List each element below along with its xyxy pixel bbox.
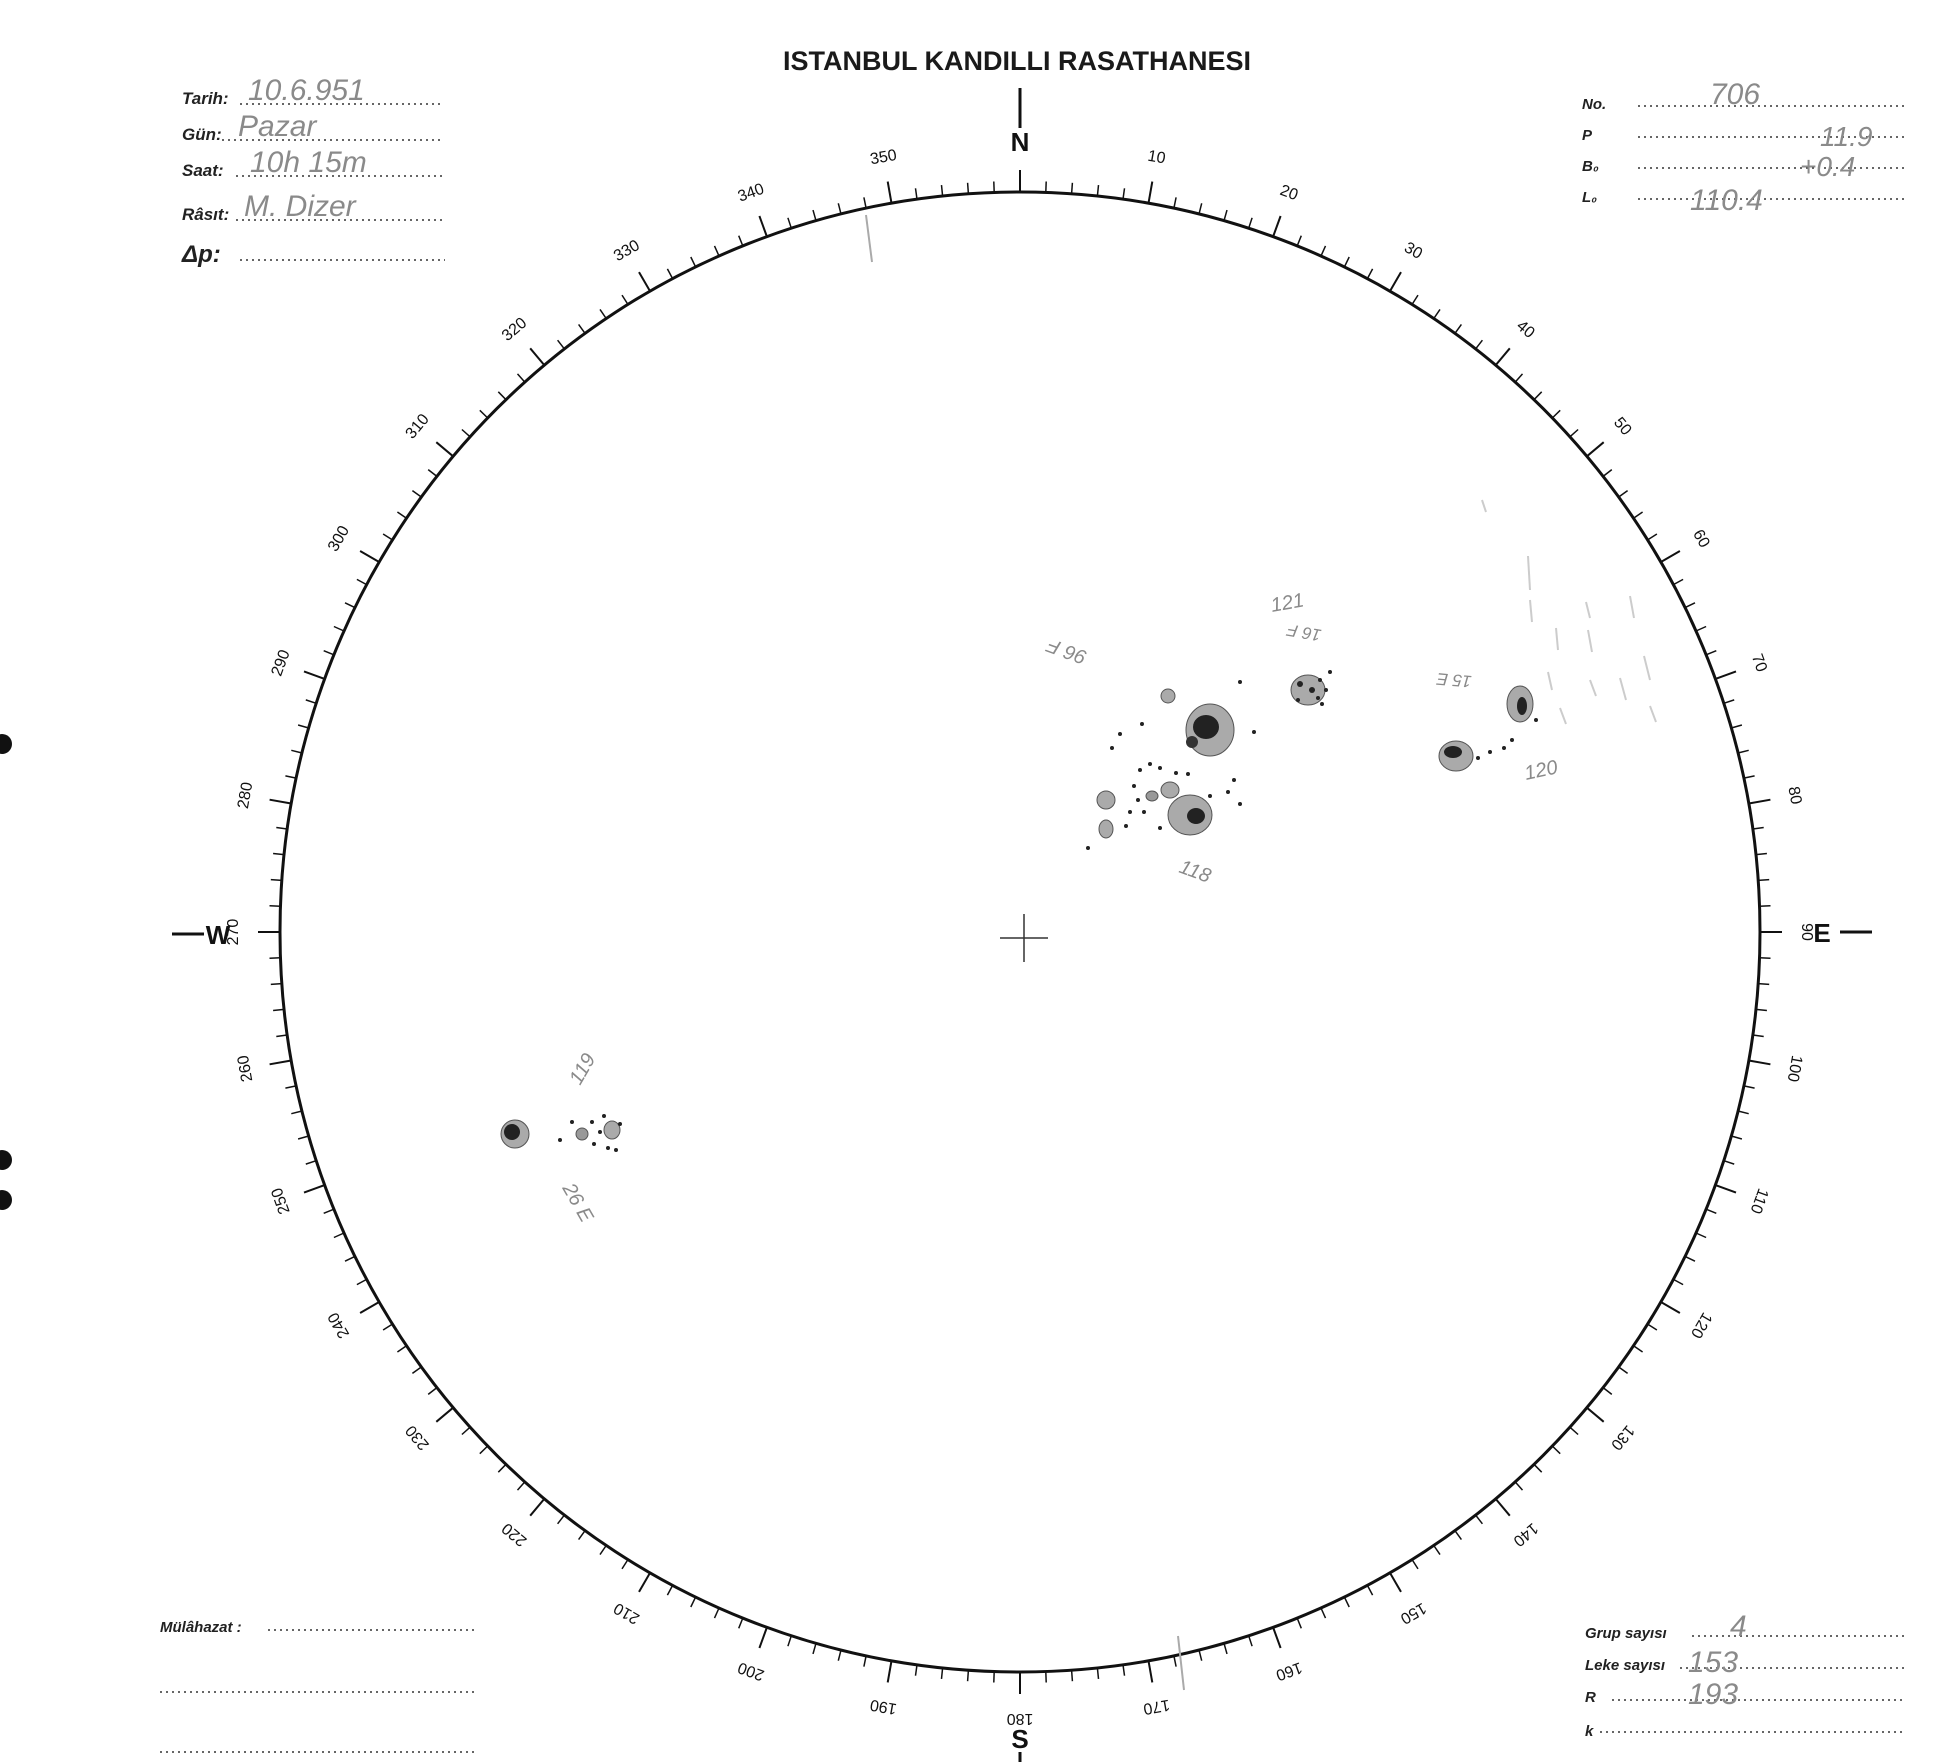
dial-tick xyxy=(1297,1618,1301,1628)
dial-tick xyxy=(1249,1636,1252,1646)
dial-tick xyxy=(622,1560,628,1569)
dial-tick xyxy=(739,236,743,246)
dial-tick xyxy=(1273,1627,1281,1648)
dial-label-210: 210 xyxy=(611,1598,643,1627)
dial-tick xyxy=(1149,1661,1153,1683)
dial-tick xyxy=(788,1636,791,1646)
p-angle-label: P xyxy=(1582,127,1593,144)
dial-label-30: 30 xyxy=(1401,239,1426,263)
sunspot-group-121 xyxy=(1291,670,1332,706)
dial-label-320: 320 xyxy=(498,314,531,345)
pencil-limb-mark-south xyxy=(1178,1636,1184,1690)
dial-tick xyxy=(1749,800,1771,804)
dial-tick xyxy=(1534,392,1542,400)
dial-tick xyxy=(285,1086,296,1088)
b0-value: +0.4 xyxy=(1800,151,1856,182)
dial-tick xyxy=(345,603,355,608)
dial-tick xyxy=(1634,1346,1643,1352)
punch-hole-marks xyxy=(0,734,12,1210)
dial-tick xyxy=(498,1464,506,1472)
dial-tick xyxy=(1552,1446,1560,1454)
dial-tick xyxy=(530,1499,544,1516)
dial-label-160: 160 xyxy=(1273,1658,1305,1684)
dial-tick xyxy=(1476,1515,1483,1524)
dial-tick xyxy=(1758,880,1769,881)
dial-tick xyxy=(942,185,943,196)
dial-tick xyxy=(838,1650,841,1661)
dial-label-40: 40 xyxy=(1513,317,1538,342)
dial-tick xyxy=(1097,185,1098,196)
dial-tick xyxy=(1344,1597,1349,1607)
dial-tick xyxy=(412,1367,421,1373)
dial-tick xyxy=(579,1531,585,1540)
dial-tick xyxy=(276,1035,287,1037)
dial-ticks xyxy=(258,170,1782,1694)
dial-label-50: 50 xyxy=(1610,414,1635,439)
dial-tick xyxy=(383,1324,392,1330)
dial-tick xyxy=(1706,1209,1716,1213)
dial-tick xyxy=(1603,470,1612,477)
group-label-16f: 16 F xyxy=(1285,620,1323,645)
dial-label-150: 150 xyxy=(1397,1598,1429,1627)
dial-tick xyxy=(838,203,841,214)
dial-tick xyxy=(360,551,379,562)
dial-tick xyxy=(1673,579,1683,584)
dial-label-200: 200 xyxy=(735,1658,767,1684)
dial-tick xyxy=(1390,272,1401,291)
r-number-label: R xyxy=(1585,1689,1596,1706)
dial-label-60: 60 xyxy=(1689,526,1713,551)
pencil-limb-mark-north xyxy=(866,215,872,262)
dial-tick xyxy=(759,1627,767,1648)
dial-tick xyxy=(667,269,672,279)
dial-tick xyxy=(298,1136,309,1139)
header-right-fields xyxy=(1582,78,1905,217)
b0-field xyxy=(1582,151,1905,182)
sunspot-group-118 xyxy=(1086,680,1256,850)
b0-label: B₀ xyxy=(1582,158,1599,175)
dial-tick xyxy=(462,430,470,437)
dial-tick xyxy=(360,1302,379,1313)
number-value: 706 xyxy=(1710,78,1761,111)
dial-tick xyxy=(1619,491,1628,497)
dial-circle xyxy=(280,192,1760,1672)
dial-tick xyxy=(1321,246,1326,256)
k-factor-field xyxy=(1585,1723,1905,1740)
dial-tick xyxy=(1744,776,1755,778)
sunspot-group-119 xyxy=(501,1114,622,1152)
dial-label-330: 330 xyxy=(611,237,643,266)
dial-tick xyxy=(324,1209,334,1213)
observer-value: M. Dizer xyxy=(244,190,356,223)
west-label: W xyxy=(205,920,231,950)
dial-tick xyxy=(276,828,287,830)
dial-tick xyxy=(558,340,565,349)
dial-tick xyxy=(1706,651,1716,655)
dial-tick xyxy=(1367,1585,1372,1595)
dial-tick xyxy=(324,651,334,655)
dial-tick xyxy=(813,1643,816,1654)
dial-label-310: 310 xyxy=(402,410,433,443)
spot-count-value: 153 xyxy=(1688,1646,1739,1679)
dial-tick xyxy=(436,442,453,456)
dial-tick xyxy=(1199,1650,1202,1661)
dial-tick xyxy=(291,750,302,753)
dial-tick xyxy=(942,1668,943,1679)
dial-tick xyxy=(1390,1573,1401,1592)
dial-tick xyxy=(273,1009,284,1010)
dial-tick xyxy=(1648,534,1657,540)
dial-tick xyxy=(298,725,309,728)
dial-tick xyxy=(345,1256,355,1261)
dial-tick xyxy=(480,1446,488,1454)
dial-tick xyxy=(397,1346,406,1352)
dial-tick xyxy=(759,216,767,237)
dial-label-220: 220 xyxy=(498,1519,531,1550)
dial-tick xyxy=(667,1585,672,1595)
dial-tick xyxy=(1648,1324,1657,1330)
dial-tick xyxy=(518,374,525,382)
dial-tick xyxy=(1412,1560,1418,1569)
dial-tick xyxy=(1724,1161,1734,1164)
dial-tick xyxy=(639,1573,650,1592)
dial-tick xyxy=(1753,828,1764,830)
dial-tick xyxy=(600,1546,606,1555)
dial-label-120: 120 xyxy=(1686,1309,1715,1341)
dial-tick xyxy=(1273,216,1281,237)
dial-label-80: 80 xyxy=(1784,785,1805,806)
dial-tick xyxy=(462,1427,470,1434)
dial-label-190: 190 xyxy=(868,1695,899,1718)
dial-tick xyxy=(357,1279,367,1284)
dial-tick xyxy=(1587,1408,1604,1422)
l0-label: L₀ xyxy=(1582,189,1598,206)
day-value: Pazar xyxy=(238,110,317,143)
group-count-label: Grup sayısı xyxy=(1585,1625,1667,1642)
dial-tick xyxy=(1570,1427,1578,1434)
dial-tick xyxy=(1476,340,1483,349)
dial-tick xyxy=(428,1388,437,1395)
dial-tick xyxy=(518,1482,525,1490)
dial-tick xyxy=(1603,1388,1612,1395)
dial-tick xyxy=(1731,1136,1742,1139)
dial-tick xyxy=(1097,1668,1098,1679)
dial-tick xyxy=(691,1597,696,1607)
group-label-118: 118 xyxy=(1176,856,1214,888)
date-value: 10.6.951 xyxy=(248,74,365,107)
r-number-value: 193 xyxy=(1688,1678,1739,1711)
dial-tick xyxy=(1367,269,1372,279)
delta-p-label: Δp: xyxy=(182,241,221,268)
dial-tick xyxy=(691,257,696,267)
dial-tick xyxy=(1297,236,1301,246)
number-field xyxy=(1582,78,1905,113)
remarks-field xyxy=(160,1619,478,1752)
compass-markers xyxy=(172,88,1872,1762)
dial-tick xyxy=(813,210,816,221)
south-label: S xyxy=(1011,1724,1029,1754)
dial-tick xyxy=(1455,324,1461,333)
footer-right-fields xyxy=(1585,1610,1905,1740)
dial-tick xyxy=(1455,1531,1461,1540)
dial-tick xyxy=(304,671,325,679)
group-count-field xyxy=(1585,1610,1905,1643)
dial-tick xyxy=(291,1111,302,1114)
dial-label-300: 300 xyxy=(325,523,354,555)
dial-tick xyxy=(1696,1233,1706,1238)
time-field xyxy=(182,146,442,180)
dial-tick xyxy=(715,246,720,256)
dial-tick xyxy=(1715,1185,1736,1193)
dial-label-260: 260 xyxy=(234,1053,257,1084)
dial-tick xyxy=(306,1161,316,1164)
dial-label-180: 180 xyxy=(1006,1709,1034,1727)
dial-tick xyxy=(1515,374,1522,382)
dial-tick xyxy=(1434,1546,1440,1555)
dial-tick xyxy=(1570,430,1578,437)
dial-label-270: 270 xyxy=(225,918,243,946)
dial-tick xyxy=(436,1408,453,1422)
dial-tick xyxy=(788,218,791,228)
p-angle-field xyxy=(1582,121,1905,152)
remarks-label: Mülâhazat : xyxy=(160,1619,242,1636)
dial-tick xyxy=(1685,1256,1695,1261)
dial-label-140: 140 xyxy=(1509,1519,1542,1550)
dial-tick xyxy=(412,491,421,497)
dial-tick xyxy=(1731,725,1742,728)
dial-tick xyxy=(1552,410,1560,418)
observer-label: Râsıt: xyxy=(182,205,230,224)
dial-tick xyxy=(1715,671,1736,679)
dial-tick xyxy=(1744,1086,1755,1088)
dial-tick xyxy=(1756,1009,1767,1010)
dial-tick xyxy=(888,182,892,204)
date-field xyxy=(182,74,440,108)
group-label-26e: 26 E xyxy=(557,1179,598,1227)
group-label-15e: 15 E xyxy=(1435,668,1473,691)
dial-tick xyxy=(1344,257,1349,267)
dial-tick xyxy=(270,1061,292,1065)
dial-label-340: 340 xyxy=(735,180,767,206)
sunspot-group-120 xyxy=(1439,500,1656,771)
dial-tick xyxy=(1724,700,1734,703)
dial-label-20: 20 xyxy=(1277,182,1301,205)
dial-label-170: 170 xyxy=(1141,1695,1172,1718)
dial-tick xyxy=(864,197,866,208)
dial-tick xyxy=(397,512,406,518)
dial-tick xyxy=(558,1515,565,1524)
dial-tick xyxy=(480,410,488,418)
dial-tick xyxy=(1685,603,1695,608)
k-factor-label: k xyxy=(1585,1723,1594,1740)
dial-label-130: 130 xyxy=(1607,1421,1638,1454)
dial-tick xyxy=(271,984,282,985)
dial-tick xyxy=(1123,1665,1125,1676)
day-field xyxy=(182,110,442,144)
solar-dial xyxy=(225,147,1815,1727)
dial-tick xyxy=(1149,182,1153,204)
observer-field xyxy=(182,190,442,224)
sheet-title: ISTANBUL KANDILLI RASATHANESI xyxy=(783,46,1251,76)
dial-tick xyxy=(1496,1499,1510,1516)
dial-tick xyxy=(1412,295,1418,304)
dial-tick xyxy=(1072,1670,1073,1681)
dial-tick xyxy=(357,579,367,584)
dial-tick xyxy=(1738,750,1749,753)
dial-tick xyxy=(1587,442,1604,456)
group-label-121: 121 xyxy=(1269,589,1306,617)
dial-tick xyxy=(579,324,585,333)
dial-tick xyxy=(622,295,628,304)
dial-tick xyxy=(285,776,296,778)
dial-tick xyxy=(715,1608,720,1618)
dial-tick xyxy=(1661,551,1680,562)
number-label: No. xyxy=(1582,96,1607,113)
spot-count-field xyxy=(1585,1646,1905,1679)
dial-label-100: 100 xyxy=(1783,1053,1806,1084)
dial-tick xyxy=(1072,183,1073,194)
dial-tick xyxy=(888,1661,892,1683)
dial-tick xyxy=(428,470,437,477)
dial-tick xyxy=(271,880,282,881)
dial-tick xyxy=(1199,203,1202,214)
l0-value: 110.4 xyxy=(1690,184,1763,217)
delta-p-field xyxy=(181,241,445,268)
dial-label-70: 70 xyxy=(1747,651,1770,675)
dial-tick xyxy=(334,627,344,632)
dial-label-90: 90 xyxy=(1797,923,1815,941)
group-labels xyxy=(557,589,1560,1226)
dial-tick xyxy=(1634,512,1643,518)
dial-tick xyxy=(1696,627,1706,632)
dial-tick xyxy=(1619,1367,1628,1373)
group-label-96f: 96 F xyxy=(1044,633,1090,668)
date-label: Tarih: xyxy=(182,89,229,108)
dial-label-110: 110 xyxy=(1746,1185,1772,1216)
dial-tick xyxy=(383,534,392,540)
sunspot-drawings xyxy=(501,500,1656,1152)
dial-label-250: 250 xyxy=(268,1185,294,1217)
dial-tick xyxy=(1174,197,1176,208)
dial-tick xyxy=(1224,1643,1227,1654)
dial-tick xyxy=(1321,1608,1326,1618)
dial-label-280: 280 xyxy=(234,780,257,811)
dial-tick xyxy=(1249,218,1252,228)
dial-tick xyxy=(739,1618,743,1628)
dial-label-350: 350 xyxy=(868,146,899,169)
north-label: N xyxy=(1010,127,1030,157)
dial-tick xyxy=(639,272,650,291)
group-count-value: 4 xyxy=(1730,1610,1747,1643)
dial-tick xyxy=(1496,348,1510,365)
l0-field xyxy=(1582,184,1905,217)
disk-center-cross xyxy=(1000,914,1048,962)
dial-tick xyxy=(1174,1656,1176,1667)
time-value: 10h 15m xyxy=(250,146,367,179)
time-label: Saat: xyxy=(182,161,224,180)
dial-tick xyxy=(334,1233,344,1238)
dial-tick xyxy=(1758,984,1769,985)
dial-label-290: 290 xyxy=(268,647,294,679)
dial-tick xyxy=(600,309,606,318)
east-label: E xyxy=(1813,918,1831,948)
p-angle-value: 11.9 xyxy=(1820,121,1873,152)
dial-label-10: 10 xyxy=(1146,147,1167,168)
day-label: Gün: xyxy=(182,125,222,144)
header-left-fields xyxy=(181,74,445,268)
dial-tick xyxy=(968,183,969,194)
dial-tick xyxy=(273,854,284,855)
dial-tick xyxy=(1534,1464,1542,1472)
group-label-119: 119 xyxy=(565,1049,601,1089)
dial-tick xyxy=(306,700,316,703)
dial-tick xyxy=(1434,309,1440,318)
dial-label-230: 230 xyxy=(402,1421,433,1454)
r-number-field xyxy=(1585,1678,1905,1711)
dial-tick xyxy=(498,392,506,400)
dial-label-240: 240 xyxy=(325,1309,354,1341)
dial-tick xyxy=(1224,210,1227,221)
dial-tick xyxy=(1753,1035,1764,1037)
dial-tick xyxy=(1515,1482,1522,1490)
dial-tick xyxy=(304,1185,325,1193)
spot-count-label: Leke sayısı xyxy=(1585,1657,1666,1674)
dial-tick xyxy=(1749,1061,1771,1065)
dial-tick xyxy=(1673,1279,1683,1284)
dial-tick xyxy=(1738,1111,1749,1114)
dial-tick xyxy=(968,1670,969,1681)
dial-tick xyxy=(270,800,292,804)
dial-tick xyxy=(1123,188,1125,199)
dial-tick xyxy=(1756,854,1767,855)
dial-tick xyxy=(530,348,544,365)
dial-tick xyxy=(916,1665,918,1676)
dial-degree-labels xyxy=(225,147,1815,1727)
group-label-120: 120 xyxy=(1522,756,1560,785)
dial-tick xyxy=(864,1656,866,1667)
dial-tick xyxy=(916,188,918,199)
dial-tick xyxy=(1661,1302,1680,1313)
